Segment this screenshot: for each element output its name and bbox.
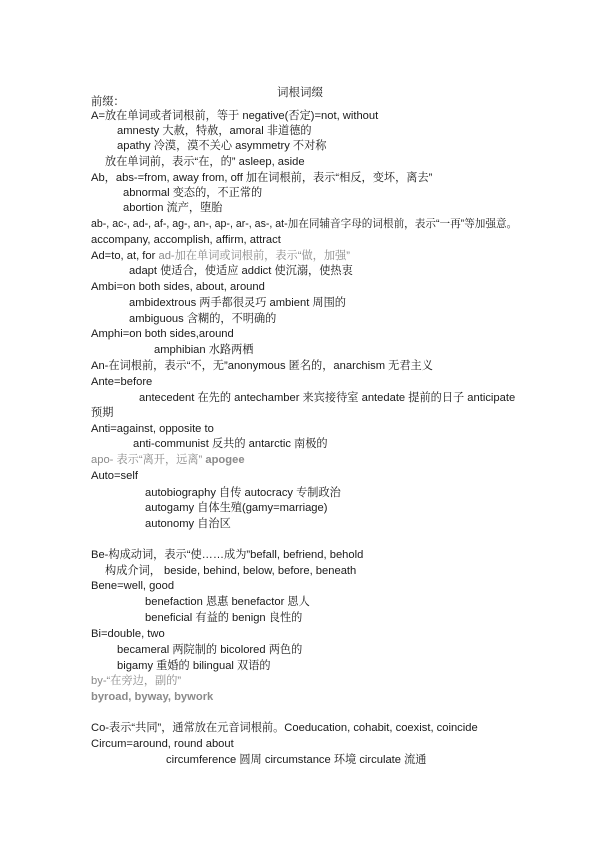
text-line: abnormal 变态的，不正常的: [123, 187, 263, 199]
text-line: Ante=before: [91, 376, 153, 388]
text-line: An-在词根前，表示“不，无”anonymous 匿名的，anarchism 无君主义: [91, 360, 433, 372]
text-line: Circum=around, round about: [91, 738, 234, 750]
prefix-heading: Ad=to, at, for: [91, 250, 156, 262]
text-line: Ambi=on both sides, about, around: [91, 281, 265, 293]
text-line: autonomy 自治区: [145, 518, 231, 530]
text-line: Amphi=on both sides,around: [91, 328, 234, 340]
text-line: byroad, byway, bywork: [91, 691, 214, 703]
text-line: ambiguous 含糊的，不明确的: [129, 313, 277, 325]
text-line: Bi=double, two: [91, 628, 165, 640]
text-line: abortion 流产，堕胎: [123, 202, 223, 214]
text-line: ab-, ac-, ad-, af-, ag-, an-, ap-, ar-, as-, at-加在同辅音字母的词根前，表示“一再”等加强意。: [91, 218, 518, 230]
text-line: anti-communist 反共的 antarctic 南极的: [133, 438, 328, 450]
text-line: becameral 两院制的 bicolored 两色的: [117, 644, 303, 656]
text-line: by-“在旁边，副的”: [91, 675, 182, 687]
text-line: Co-表示“共同”，通常放在元音词根前。Coeducation, cohabit, coexist, coincide: [91, 722, 478, 734]
text-line: autogamy 自体生殖(gamy=marriage): [145, 502, 328, 514]
text-line: adapt 使适合，使适应 addict 使沉溺，使热衷: [129, 265, 353, 277]
text-line: A=放在单词或者词根前，等于 negative(否定)=not, without: [91, 110, 379, 122]
text-line: Anti=against, opposite to: [91, 423, 214, 435]
text-line: antecedent 在先的 antechamber 来宾接待室 antedate 提前的日子 anticipate: [139, 392, 516, 404]
text-line: bigamy 重婚的 bilingual 双语的: [117, 660, 271, 672]
gray-bold-example: apogee: [205, 454, 245, 466]
text-line: 预期: [91, 407, 114, 419]
text-line: beneficial 有益的 benign 良性的: [145, 612, 303, 624]
text-line: 前缀：: [91, 96, 125, 108]
text-line: circumference 圆周 circumstance 环境 circulate 流通: [166, 754, 427, 766]
text-line: amphibian 水路两栖: [154, 344, 254, 356]
text-line: Auto=self: [91, 470, 138, 482]
gray-note: apo- 表示“离开，远离”: [91, 454, 203, 466]
text-line: ambidextrous 两手都很灵巧 ambient 周围的: [129, 297, 346, 309]
page-title: 词根词缀: [277, 85, 323, 99]
text-line: [91, 453, 245, 467]
text-line: amnesty 大赦，特赦，amoral 非道德的: [117, 125, 312, 137]
text-line: Bene=well, good: [91, 580, 175, 592]
gray-note: ad-加在单词或词根前，表示“做，加强”: [158, 250, 350, 262]
text-line: benefaction 恩惠 benefactor 恩人: [145, 596, 310, 608]
text-line: autobiography 自传 autocracy 专制政治: [145, 487, 341, 499]
text-line: accompany, accomplish, affirm, attract: [91, 234, 281, 246]
text-line: 构成介词， beside, behind, below, before, beneath: [105, 565, 357, 577]
text-line: Ab，abs-=from, away from, off 加在词根前，表示“相反，变坏，离去”: [91, 172, 433, 184]
text-line: 放在单词前，表示“在，的” asleep, aside: [105, 156, 305, 168]
text-line: [91, 249, 350, 263]
text-line: Be-构成动词，表示“使……成为”befall, befriend, behold: [91, 549, 364, 561]
text-line: apathy 冷漠，漠不关心 asymmetry 不对称: [117, 140, 327, 152]
